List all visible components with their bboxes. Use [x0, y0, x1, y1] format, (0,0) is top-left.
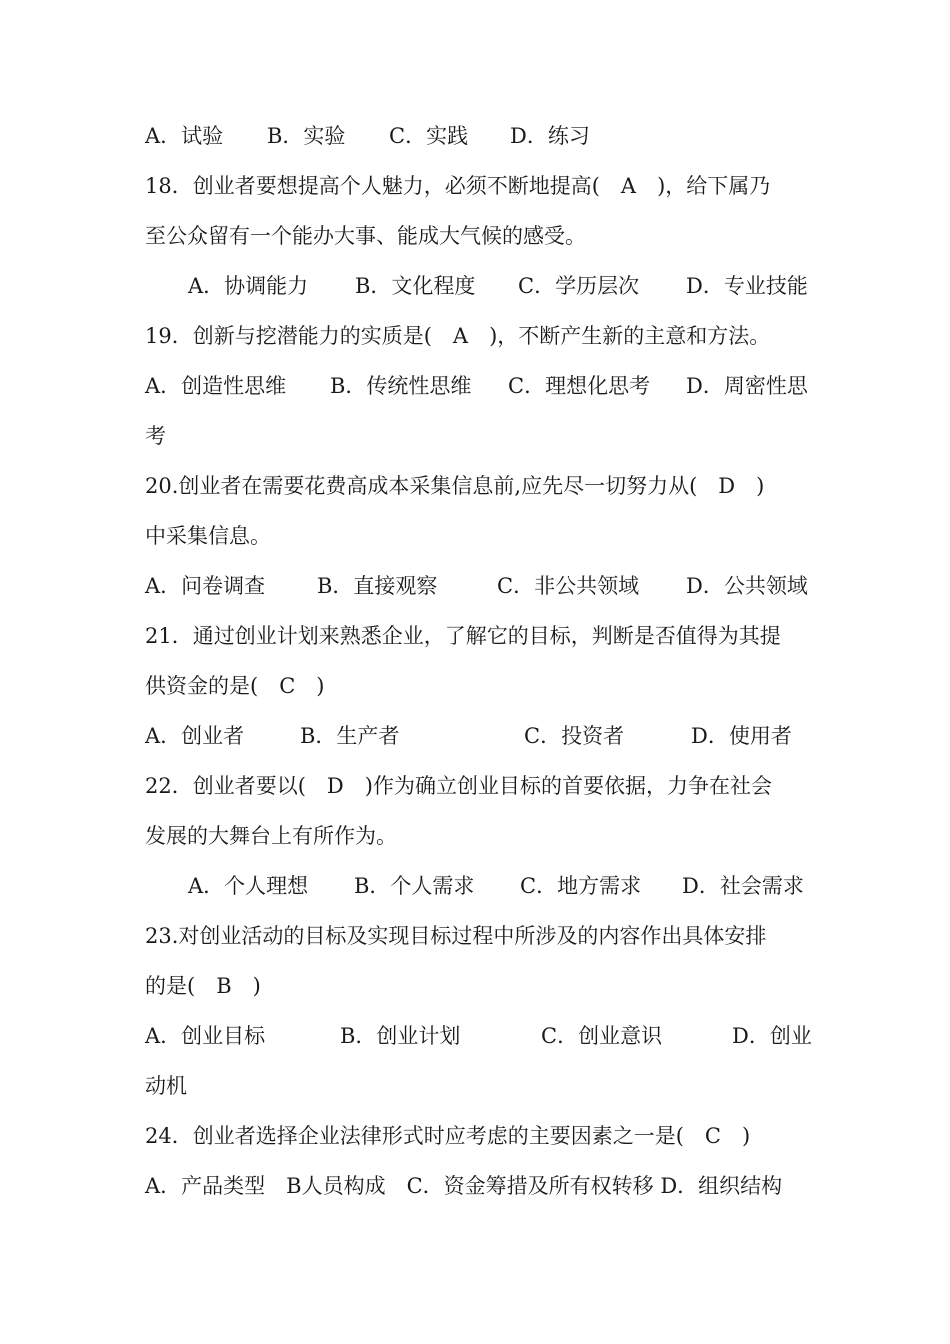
q23-option-d: D．创业	[732, 1024, 812, 1048]
q23-options	[145, 1023, 815, 1049]
q21-option-b: B．生产者	[300, 724, 400, 748]
q20-options	[145, 573, 815, 599]
q23-question-line-1: 23.对创业活动的目标及实现目标过程中所涉及的内容作出具体安排	[145, 924, 767, 948]
q18-option-a: A．协调能力	[188, 274, 309, 298]
q17-option-a: A．试验	[145, 124, 224, 148]
q21-option-a: A．创业者	[145, 724, 245, 748]
q24-question-line-1: 24．创业者选择企业法律形式时应考虑的主要因素之一是( C )	[145, 1124, 751, 1148]
q21-option-c: C．投资者	[524, 724, 625, 748]
q17-options	[145, 123, 815, 149]
q23-option-b: B．创业计划	[340, 1024, 461, 1048]
q18-question-line-2: 至公众留有一个能办大事、能成大气候的感受。	[145, 224, 586, 248]
q22-option-a: A．个人理想	[188, 874, 309, 898]
q19-options	[145, 373, 815, 399]
q19-option-d: D．周密性思	[686, 374, 808, 398]
q22-option-d: D．社会需求	[682, 874, 804, 898]
q24-options: A．产品类型 B人员构成 C．资金筹措及所有权转移 D．组织结构	[145, 1174, 783, 1198]
q21-question-line-1: 21．通过创业计划来熟悉企业，了解它的目标，判断是否值得为其提	[145, 624, 781, 648]
q20-option-b: B．直接观察	[317, 574, 438, 598]
q21-options	[145, 723, 815, 749]
q23-option-a: A．创业目标	[145, 1024, 266, 1048]
q22-question-line-1: 22．创业者要以( D )作为确立创业目标的首要依据，力争在社会	[145, 774, 772, 798]
q19-option-a: A．创造性思维	[145, 374, 287, 398]
q19-option-c: C．理想化思考	[508, 374, 651, 398]
q19-option-d-wrap: 考	[145, 424, 166, 448]
q20-option-d: D．公共领域	[686, 574, 808, 598]
q18-options	[145, 273, 815, 299]
q23-option-c: C．创业意识	[541, 1024, 663, 1048]
q20-question-line-2: 中采集信息。	[145, 524, 271, 548]
q17-option-b: B．实验	[267, 124, 346, 148]
q19-option-b: B．传统性思维	[330, 374, 472, 398]
q20-option-c: C．非公共领域	[497, 574, 640, 598]
q19-question-line-1: 19．创新与挖潜能力的实质是( A )，不断产生新的主意和方法。	[145, 324, 771, 348]
q17-option-c: C．实践	[389, 124, 469, 148]
q21-option-d: D．使用者	[691, 724, 792, 748]
q22-options	[145, 873, 815, 899]
q22-option-b: B．个人需求	[354, 874, 475, 898]
q18-option-c: C．学历层次	[518, 274, 640, 298]
q18-option-b: B．文化程度	[355, 274, 476, 298]
q20-question-line-1: 20.创业者在需要花费高成本采集信息前,应先尽一切努力从( D )	[145, 474, 765, 498]
q20-option-a: A．问卷调查	[145, 574, 266, 598]
q18-option-d: D．专业技能	[686, 274, 808, 298]
q22-question-line-2: 发展的大舞台上有所作为。	[145, 824, 397, 848]
q21-question-line-2: 供资金的是( C )	[145, 674, 325, 698]
q23-question-line-2: 的是( B )	[145, 974, 261, 998]
q23-option-d-wrap: 动机	[145, 1074, 187, 1098]
q17-option-d: D．练习	[510, 124, 590, 148]
q18-question-line-1: 18．创业者要想提高个人魅力，必须不断地提高( A )，给下属乃	[145, 174, 771, 198]
q22-option-c: C．地方需求	[520, 874, 642, 898]
